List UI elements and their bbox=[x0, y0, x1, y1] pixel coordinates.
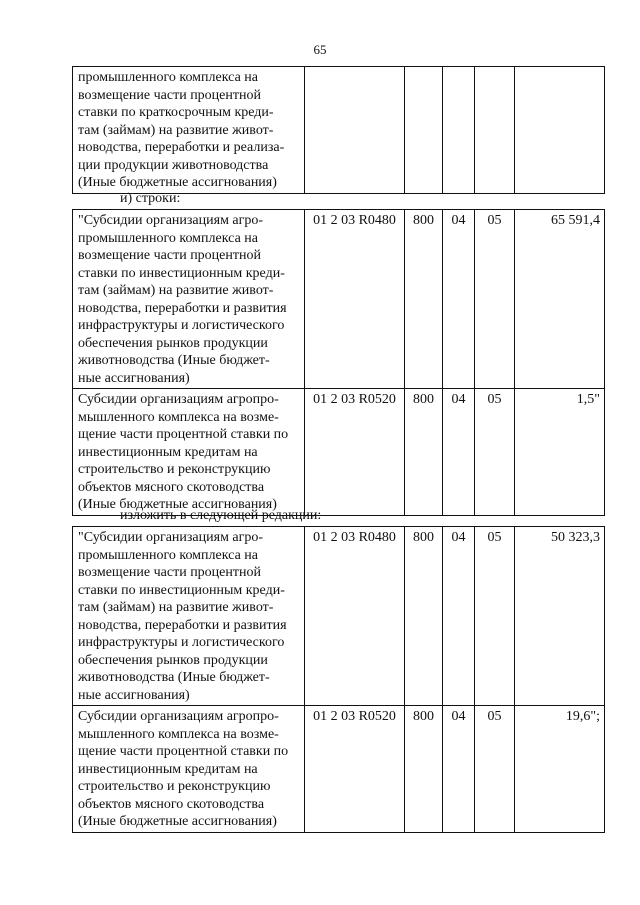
row-subsection: 05 bbox=[475, 389, 515, 516]
row-section: 04 bbox=[443, 706, 475, 833]
row-section bbox=[443, 67, 475, 194]
row-amount: 19,6"; bbox=[515, 706, 605, 833]
row-amount: 65 591,4 bbox=[515, 210, 605, 389]
row-expense-type: 800 bbox=[405, 210, 443, 389]
amendment-note-rows: и) строки: bbox=[120, 191, 181, 206]
budget-table-continuation bbox=[72, 66, 605, 194]
page-number: 65 bbox=[313, 42, 327, 57]
row-target-code bbox=[305, 67, 405, 194]
table-row bbox=[73, 527, 605, 706]
table-row bbox=[73, 210, 605, 389]
row-expense-type bbox=[405, 67, 443, 194]
row-subsection: 05 bbox=[475, 706, 515, 833]
table-row bbox=[73, 67, 605, 194]
row-subsection: 05 bbox=[475, 210, 515, 389]
row-target-code: 01 2 03 R0480 bbox=[305, 527, 405, 706]
row-section: 04 bbox=[443, 527, 475, 706]
row-target-code: 01 2 03 R0520 bbox=[305, 706, 405, 833]
budget-table-new bbox=[72, 526, 605, 833]
row-section: 04 bbox=[443, 210, 475, 389]
row-description: "Субсидии организациям агро- промышленного комплекса на возмещение части процентной ставки по инвестиционным креди- там (займам) на развитие живот- новодства, переработки и развития инфраструктуры и логистического обеспечения рынков продукции животноводства (Иные бюджет- ные ассигнования) bbox=[73, 210, 305, 389]
row-target-code: 01 2 03 R0520 bbox=[305, 389, 405, 516]
row-amount: 1,5" bbox=[515, 389, 605, 516]
row-description: Субсидии организациям агропро- мышленного комплекса на возме- щение части процентной ставки по инвестиционным кредитам на строительство и реконструкцию объектов мясного скотоводства (Иные бюджетные ассигнования) bbox=[73, 389, 305, 516]
table-row bbox=[73, 389, 605, 516]
row-amount: 50 323,3 bbox=[515, 527, 605, 706]
row-amount bbox=[515, 67, 605, 194]
row-subsection: 05 bbox=[475, 527, 515, 706]
budget-table-old bbox=[72, 209, 605, 516]
row-subsection bbox=[475, 67, 515, 194]
row-expense-type: 800 bbox=[405, 389, 443, 516]
row-target-code: 01 2 03 R0480 bbox=[305, 210, 405, 389]
row-description: промышленного комплекса на возмещение части процентной ставки по краткосрочным креди- там (займам) на развитие живот- новодства, переработки и реализа- ции продукции животноводства (Иные бюджетные ассигнования) bbox=[73, 67, 305, 194]
table-row bbox=[73, 706, 605, 833]
row-description: Субсидии организациям агропро- мышленного комплекса на возме- щение части процентной ставки по инвестиционным кредитам на строительство и реконструкцию объектов мясного скотоводства (Иные бюджетные ассигнования) bbox=[73, 706, 305, 833]
row-section: 04 bbox=[443, 389, 475, 516]
row-expense-type: 800 bbox=[405, 527, 443, 706]
row-description: "Субсидии организациям агро- промышленного комплекса на возмещение части процентной ставки по инвестиционным креди- там (займам) на развитие живот- новодства, переработки и развития инфраструктуры и логистического обеспечения рынков продукции животноводства (Иные бюджет- ные ассигнования) bbox=[73, 527, 305, 706]
row-expense-type: 800 bbox=[405, 706, 443, 833]
amendment-note-new-wording: изложить в следующей редакции: bbox=[120, 508, 322, 523]
